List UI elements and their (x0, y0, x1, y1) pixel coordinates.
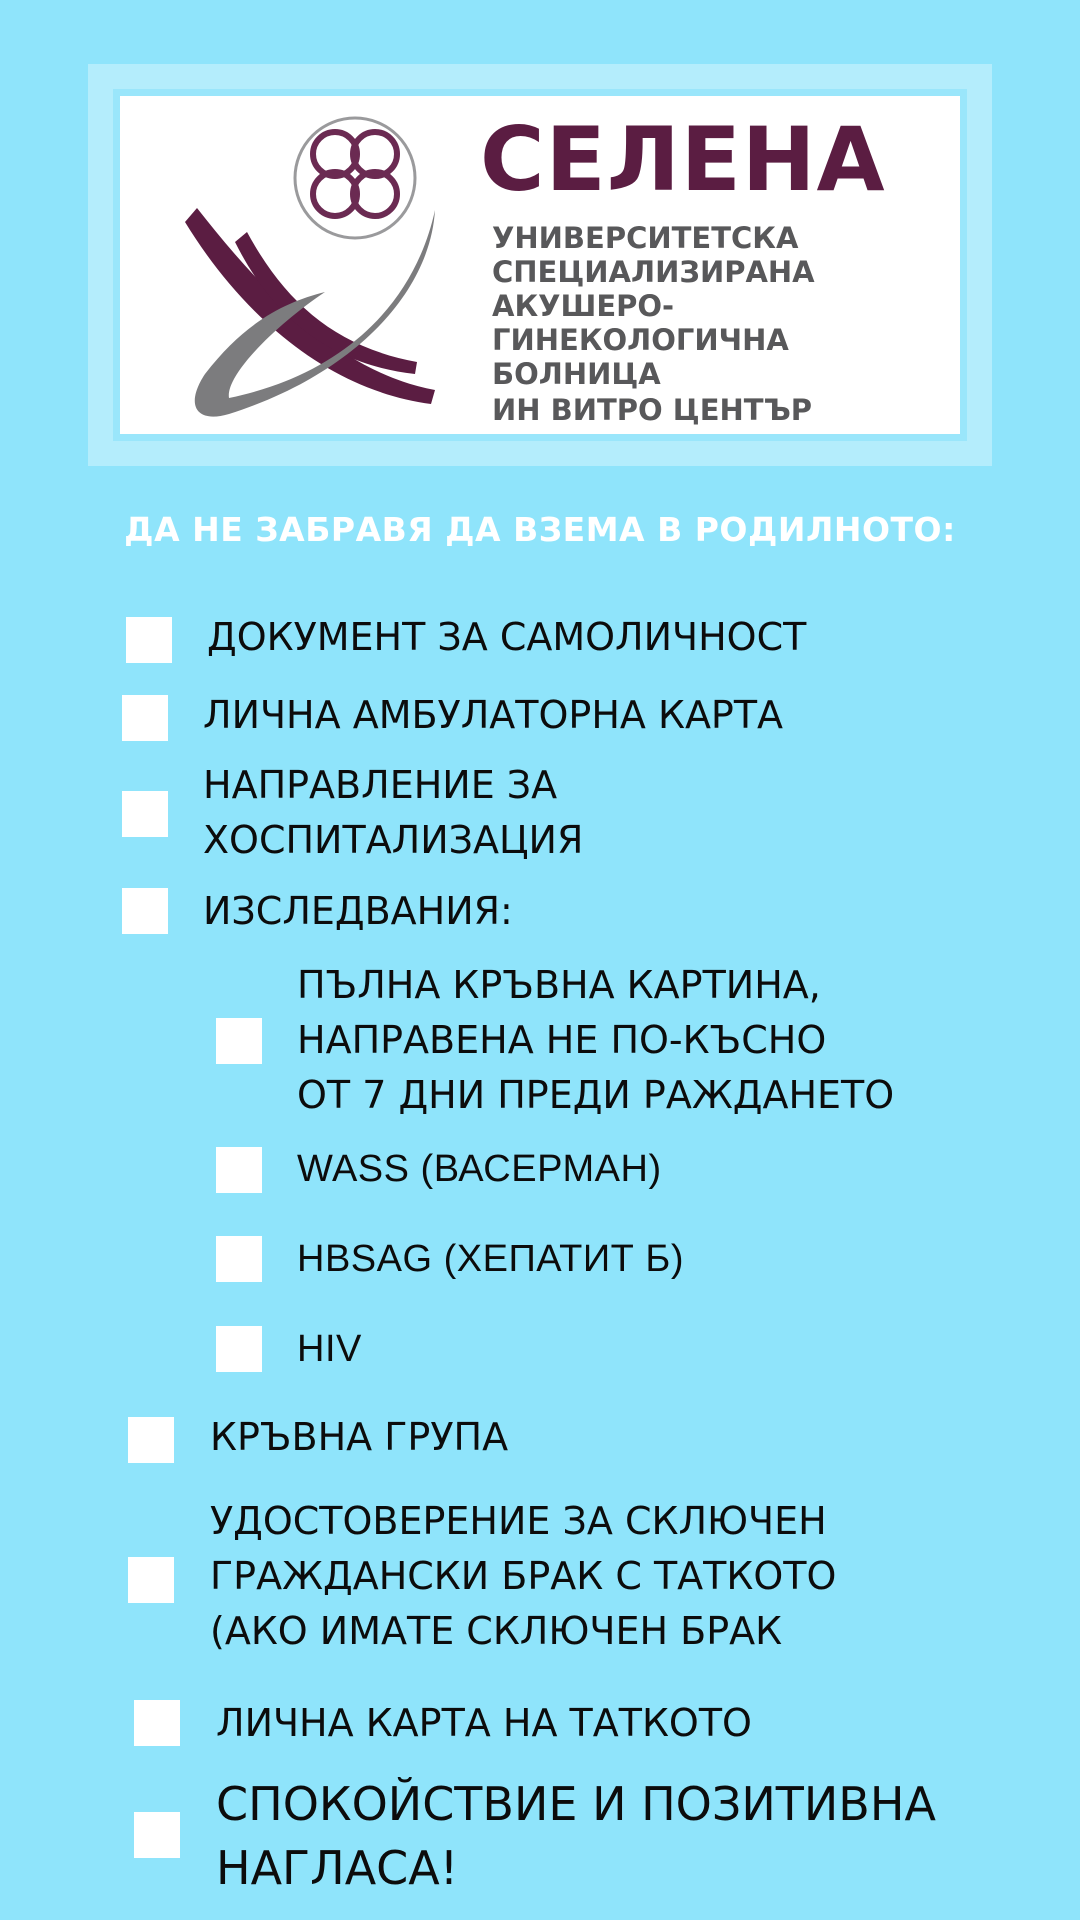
checkbox[interactable] (128, 1417, 174, 1463)
logo-emblem-icon (185, 112, 441, 434)
checklist-item-label: УДОСТОВЕРЕНИЕ ЗА СКЛЮЧЕН ГРАЖДАНСКИ БРАК С ТАТКОТО (АКО ИМАТЕ СКЛЮЧЕН БРАК (210, 1499, 837, 1653)
hospital-name: СЕЛЕНА (480, 108, 886, 211)
checklist-item-label: КРЪВНА ГРУПА (210, 1415, 509, 1459)
checkbox[interactable] (216, 1147, 262, 1193)
checklist-heading: ДА НЕ ЗАБРАВЯ ДА ВЗЕМА В РОДИЛНОТО: (124, 510, 956, 549)
checklist-item-label: WASS (ВАСЕРМАН) (297, 1148, 662, 1190)
checkbox[interactable] (216, 1236, 262, 1282)
checkbox[interactable] (216, 1326, 262, 1372)
checkbox[interactable] (134, 1812, 180, 1858)
hospital-subtitle: ИН ВИТРО ЦЕНТЪР (492, 393, 813, 427)
checkbox[interactable] (126, 617, 172, 663)
hospital-description-line: УНИВЕРСИТЕТСКА (492, 221, 799, 255)
hospital-logo (113, 89, 967, 441)
checklist-item-label: HBSAG (ХЕПАТИТ Б) (297, 1238, 685, 1280)
checklist-item-label: СПОКОЙСТВИЕ И ПОЗИТИВНА НАГЛАСА! (216, 1777, 936, 1895)
checklist-item-label: ПЪЛНА КРЪВНА КАРТИНА, НАПРАВЕНА НЕ ПО-КЪСНО ОТ 7 ДНИ ПРЕДИ РАЖДАНЕТО (297, 963, 895, 1117)
checkbox[interactable] (122, 888, 168, 934)
hospital-description-line: БОЛНИЦА (492, 357, 661, 391)
checklist-item-label: ДОКУМЕНТ ЗА САМОЛИЧНОСТ (207, 615, 807, 659)
hospital-description-line: СПЕЦИАЛИЗИРАНА (492, 255, 815, 289)
checklist-item-label: HIV (297, 1328, 362, 1370)
checklist-item-label: ИЗСЛЕДВАНИЯ: (203, 889, 513, 933)
hospital-description (492, 221, 815, 391)
checkbox[interactable] (128, 1557, 174, 1603)
checkbox[interactable] (122, 791, 168, 837)
checkbox[interactable] (134, 1700, 180, 1746)
checkbox[interactable] (122, 695, 168, 741)
hospital-description-line: ГИНЕКОЛОГИЧНА (492, 323, 789, 357)
checklist-item-label: ЛИЧНА КАРТА НА ТАТКОТО (216, 1701, 752, 1745)
checkbox[interactable] (216, 1018, 262, 1064)
checklist-item-label: НАПРАВЛЕНИЕ ЗА ХОСПИТАЛИЗАЦИЯ (203, 763, 584, 862)
hospital-description-line: АКУШЕРО- (492, 289, 675, 323)
checklist-item-label: ЛИЧНА АМБУЛАТОРНА КАРТА (203, 693, 784, 737)
